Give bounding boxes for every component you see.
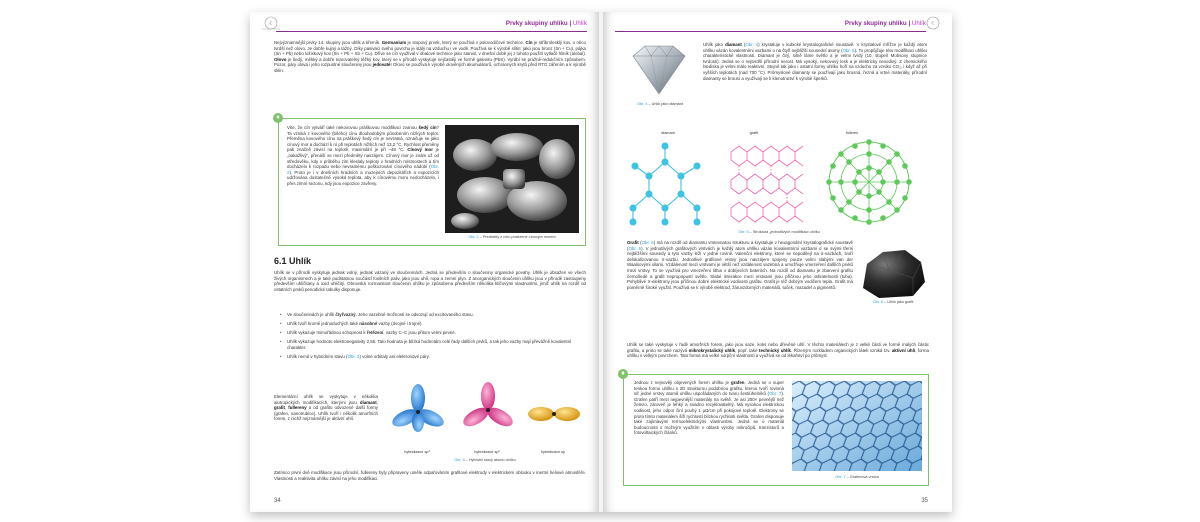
fig2-caption-text: – Předměty z cínu postižené cínovým morem — [478, 235, 556, 239]
diamond-structure-label: diamant — [661, 131, 675, 135]
fact-box-graphene-text: Jednou z nejnověji objevených forem uhlíku je grafen. Jedná se o super tenkou formu uhlíku s 2D strukturou podobnou grafitu, kterou tvoří rovinná síť jedné vrstvy atomů uhlíku uspořádaných do tvaru šestiúhelníků (Obr. 7). Grafen patří mezi nejpevnější materiály na světě. Je asi 200× pevnější než železo, zároveň je lehký a snadno recyklovatelný. Má vysokou elektrickou vodivost, jeho odpor činí pouhý 1 μΩ/cm při pokojové teplotě. Elektrony se proto tímto materiálem šíří rychlostí blízkou rychlosti světla. Grafen disponuje také zajímavými termoelektrickými vlastnostmi. Jedná se o materiál budoucnosti s možným využitím v oblasti výroby mikročipů, tranzistorů a fotovoltaických článků. — [634, 380, 785, 436]
list-item: • Uhlík vykazuje hodnotu elektronegativity 2,55. Tato hodnota je blízká hodnotám celé řady dalších prvků, a tak jeho vazby mají převážně kovalentní charakter. — [280, 339, 585, 350]
header-title: Prvky skupiny uhlíku — [505, 20, 568, 27]
graphene-layer-photo — [792, 381, 922, 471]
fig4-caption-text: – Uhlík jako diamant — [647, 102, 683, 106]
fig2-caption — [445, 235, 579, 240]
page-34 — [250, 12, 599, 512]
list-item: • Uhlík vykazuje mimořádnou schopnost k řetězení, vazby C–C jsou přitom velmi pevné. — [280, 330, 585, 336]
running-header — [276, 18, 587, 32]
fig7-caption-text: – Grafenová vrstva — [845, 475, 879, 479]
diamond-paragraph: Uhlík jako diamant (Obr. 4) krystaluje v kubické krystalografické soustavě. V krystalové mřížce je každý atom uhlíku vázán kovalentními vazbami o na čtyři nejbližší sousední atomy (Obr. 5). To propůjčuje této modifikaci uhlíku charakteristické vlastnosti. Diamant je čirý, silně lámе světlo a je velmi tvrdý (10. stupeň Mohsovy stupnice tvrdosti). Jedná se o nejtvrdší přírodní nerost. Má vysoký, nekovový lesk a je elektricky nevodivý. Z chemického hlediska je velmi málo reaktivní. Stejně tak jako i ostatní formy uhlíku hoří na vzduchu za vzniku CO₂, i když až při vyšších teplotách (nad 700 °C). Průmyslové diamanty se používají jako brusná, řezná a vrtné materiály, přírodní diamanty se brousí a využívají se k klenotnictví k výrobě šperků. — [703, 42, 927, 81]
diamond-gem-photo — [623, 42, 695, 98]
section-paragraph: Uhlík se v přírodě vyskytuje jednak volný, jednak vázaný ve sloučeninách. Jedná se především o sloučeniny organické povahy. Uhlík je obsažen ve všech živých organismech a je také podstatnou součástí fosilních paliv, jako jsou uhlí, ropa a zemní plyn. Z anorganických sloučenin uhlíku jsou v přírodě zastoupeny především uhličitany a oxid uhličitý. Obrovská rozmanitost sloučenin uhlíku je způsobena především několika klíčovými vlastnostmi, jimiž uhlík na rozdíl od ostatních prvků periodické tabulky disponuje. — [274, 270, 586, 292]
fig5-caption-text: – Struktura „jednotlivých modifikací uhlíku — [748, 230, 820, 234]
header-chapter: Uhlík — [911, 20, 926, 27]
page-number-right: 35 — [921, 498, 928, 504]
running-header — [615, 18, 926, 32]
intro-paragraph: Nejvýznamnější prvky 14. skupiny jsou uhlík a křemík. Germanium je stopový prvek, který se používá v polovodičové technice. Cín je stříbrolesklý kov, o něco tvrdší než olovo. Je dobře kujný a tažný. Díky pasivaci svého povrchu je stálý na vzduchu i ve vodě. Používá se k výrobě slitin: jako jsou bronz (Sn + Cu), pájka (Sn + Pb) nebo ložiskový kov (Sn + Pb + Sb + Cu). Dříve se cín využíval v obalové technice jako staniol, v dnešní době jej z tohoto použití vytlačil hliník (alobal). Olovo je šedý, měkký a dobře tvarovatelný těžký kov, který se v přírodě vyskytuje nejčastěji ve formě galenitu (PbS). Vyrábí se pražně-redukčním způsobem. Pozor, páry olova i jeho rozpustné sloučeniny jsou jedovaté! Olovo se používá k výrobě olověných akumulátorů, ochranných krytů před RTG zářením a k výrobě slitin. — [274, 40, 586, 73]
lightbulb-icon: ♦ — [273, 113, 283, 123]
sp2-orbital-icon — [460, 382, 515, 430]
fact-box-tin — [278, 118, 586, 246]
fact-box-tin-text: Víte, že cín vytváří také nekovovou práškovou modifikaci zvanou šedý cín? Ta vzniká z kovového (bílého) cínu dlouhodobým působením nízkých teplot. Přeměna kovového cínu na práškový šedý cín je nevratná, označuje se jako cínový mor a dochází k ní při teplotách nižších než 13,2 °C. Rychlost přeměny pak značně závisí na teplotě, maximální je při −48 °C. Cínový mor je „nakažlivý“, přenáší se mezi předměty navzájem. Cínový mor je znám už od středověku, kdy v průběhu zim kleslaly teploty v hradních místnostech a tím docházelo k rozpadu nebo nevratnému poškozování cínového nádobí (Obr. 2). Proto je i v dnešních hradních a muzejních depozitářích a expozicích udržována dostatečně vysoká teplota, aby k cínovému moru nedocházelo, i přes zimní sezonu, kdy jsou expozice zavřeny. — [287, 125, 440, 186]
fig6-caption — [857, 300, 929, 305]
fullerene-structure-label: fulleren — [845, 131, 859, 135]
fullerene-cage-icon — [827, 140, 912, 225]
school-emblem-icon — [922, 15, 944, 31]
fig4-caption — [625, 102, 695, 107]
diamond-lattice-icon — [630, 143, 700, 225]
amorphous-paragraph: Uhlík se také vyskytuje v řadě amorfních forem, jako jsou saze, koks nebo dřevěné uhlí. V těchto materiálech je z velké části ve formě malých částic grafitu, a proto se také nazývá mikrokrystalický uhlík, popř. také technický uhlík. Řízeným rozkladem organických látek vzniká tzv. aktivní uhlí, forma uhlíku s velkým povrchem. Tato forma má velké sorpční vlastnosti a využívá se od lékařství po průmysl. — [627, 342, 929, 359]
outro-paragraph: Zatímco první dvě modifikace jsou přírodní, fullereny byly připraveny uměle odpařováním grafitové elektrody v elektrickém oblouku v inertní heliové atmosféře. Vlastnosti a reaktivita uhlíku závisí na jeho modifikaci. — [274, 470, 586, 481]
header-separator: | — [906, 20, 912, 27]
fig6-caption-text: – Uhlík jako grafit — [882, 300, 914, 304]
header-separator: | — [567, 20, 573, 27]
fig5-ref: Obr. 5 — [738, 230, 749, 234]
header-chapter: Uhlík — [572, 20, 587, 27]
allotropes-paragraph: Elementární uhlík se vyskytuje v několika alotropických modifikacích, kterými jsou diamant, grafit, fullereny a od grafitu odvozené další formy (grafen, nanotrubice). Uhlík tvoří i několik amorfních forem, z nichž nejznámější je aktivní uhlí. — [274, 394, 378, 422]
graphite-structure-label: grafit — [749, 131, 759, 135]
tin-objects-photo — [445, 125, 579, 233]
list-item: • Ve sloučeninách je uhlík čtyřvazný. Jeho vazebné možnosti se odvozují od excitovaného stavu. — [280, 312, 585, 318]
section-title: 6.1 Uhlík — [274, 256, 312, 266]
sp2-label: hybridizace sp² — [474, 450, 500, 454]
fig5-caption — [699, 230, 859, 235]
list-item: • Uhlík nemá v hybridním stavu (Obr. 3) volné orbitaly ani elektronové páry. — [280, 354, 585, 360]
sp3-orbital-icon — [390, 384, 447, 432]
fig6-ref: Obr. 6 — [872, 300, 883, 304]
graphite-rock-photo — [857, 244, 929, 300]
fig3-caption — [410, 458, 560, 463]
fig7-ref: Obr. 7 — [835, 475, 846, 479]
page-35 — [603, 12, 952, 512]
fig7-caption — [792, 475, 922, 480]
graphite-layers-icon — [731, 146, 803, 222]
page-number-left: 34 — [274, 498, 281, 504]
fig3-ref: Obr. 3 — [454, 458, 465, 462]
graphite-paragraph-a: Grafit (Obr. 6) má na rozdíl od diamantu vrstevnatou strukturu a krystaluje v hexagonální krystalografické soustavě (Obr. 5). V jednotlivých grafitových vrstvách je každý atom uhlíku vázán kovalentními vazbami σ se svými třemi nejbližšími sousedy a tyto vazby leží v jedné rovině. Valenční elektrony, které se nepodílejí na σ-vazbách, tvoří delokalizovanou π-vazbu. Jednotlivé grafitové vrstvy jsou navzájem spojeny pouze velmi slabými van der Waalsovými silami. Vzdálenost mezi vrstvami je větší než vzdálenost vazebná a umožňuje vmezeření dalších prvků mezi vrstvy. To se využívá pro vmezeření lithia v dobíjecích bateriích. Na rozdíl od diamantu je zbarvení grafitu černošedé a grafit neprupopustí světlo. Slabé interakce mezi vrstvami jsou příčinou jeho otěratelnosti (tuha). Pohyblivé π-elektrony jsou příčinou dobré elektrické vodivosti grafitu. Grafit je též dobrým vodičem tepla. Grafit má poměrně široké využití. Používá se k výrobě elektrod, žáruvzdorných materiálů, tuček, mazadel a pigmentů. — [627, 240, 854, 290]
header-title: Prvky skupiny uhlíku — [844, 20, 907, 27]
open-book — [250, 12, 952, 512]
fig4-ref: Obr. 4 — [637, 102, 648, 106]
fact-box-graphene — [623, 374, 929, 486]
svg-text:C: C — [269, 20, 273, 26]
fig3-caption-text: – Hybridní stavy atomu uhlíku — [464, 458, 516, 462]
lightbulb-icon: ♦ — [618, 369, 628, 379]
list-item: • Uhlík tvoří kromě jednoduchých také násobné vazby (dvojné i trojné). — [280, 321, 585, 327]
sp-label: hybridizace sp — [540, 450, 566, 454]
hybrid-orbitals-figure — [388, 380, 588, 458]
sp3-label: hybridizace sp³ — [404, 450, 430, 454]
svg-text:C: C — [931, 20, 935, 26]
carbon-structures-figure — [619, 138, 935, 228]
fig2-ref: Obr. 2 — [468, 235, 479, 239]
sp-orbital-icon — [528, 407, 580, 421]
properties-list — [280, 312, 585, 363]
